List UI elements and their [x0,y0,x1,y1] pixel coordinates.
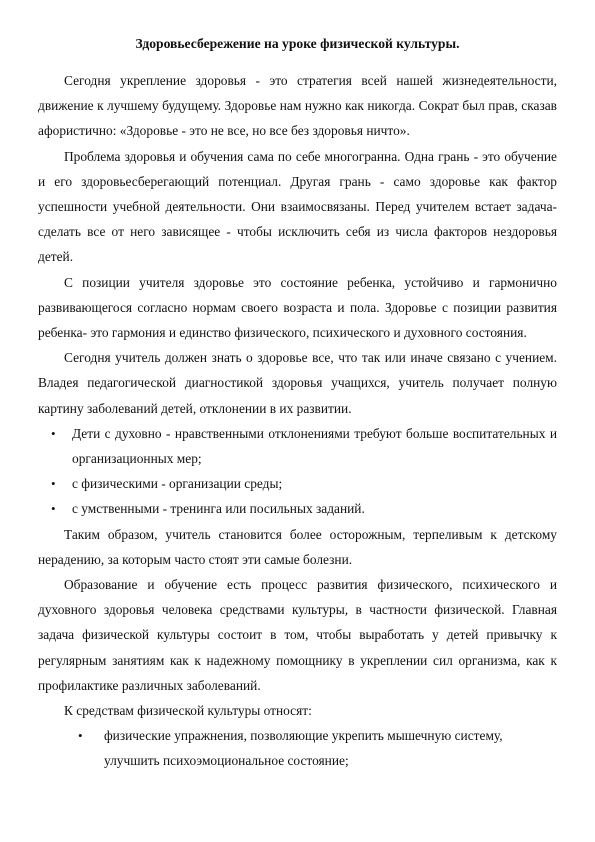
paragraph: Сегодня укрепление здоровья - это стратегия всей нашей жизнедеятельности, движение к лучшему будущему. Здоровье нам нужно как никогда. Сократ был прав, сказав афористично: «Здоровье - это не все, но все без здоровья ничто». [38,73,557,139]
list-item [38,471,557,496]
list-item [38,723,557,773]
list-item-text: Дети с духовно - нравственными отклонениями требуют больше воспитательных и организационных мер; [72,425,557,467]
list-item-text: с умственными - тренинга или посильных заданий. [72,501,365,517]
bullet-list [38,421,557,522]
bullet-icon: • [51,476,56,492]
paragraph: С позиции учителя здоровье это состояние ребенка, устойчиво и гармонично развивающегося согласно нормам своего возраста и пола. Здоровье с позиции развития ребенка- это гармония и единство физического, психического и духовного состояния. [38,274,557,341]
bullet-icon: • [78,728,83,744]
paragraph: Таким образом, учитель становится более осторожным, терпеливым к детскому нерадению, за которым часто стоят эти самые болезни. [38,526,557,567]
list-item [38,496,557,521]
bullet-list [38,723,557,773]
paragraph: Проблема здоровья и обучения сама по себе многогранна. Одна грань - это обучение и его здоровьесберегающий потенциал. Другая грань - само здоровье как фактор успешности учебной деятельности. Они взаимосвязаны. Перед учителем встает задача-сделать все от него зависящее - чтобы исключить себя из числа факторов нездоровья детей. [38,148,557,265]
bullet-icon: • [51,425,56,441]
list-item [38,421,557,471]
paragraph: Сегодня учитель должен знать о здоровье все, что так или иначе связано с учением. Владея педагогической диагностикой здоровья учащихся, учитель получает полную картину заболеваний детей, отклонении в их развитии. [38,350,557,416]
paragraph: К средствам физической культуры относят: [64,703,312,719]
document-page [38,28,557,774]
document-title: Здоровьесбережение на уроке физической культуры. [135,36,460,51]
list-item-text: физические упражнения, позволяющие укрепить мышечную систему, улучшить психоэмоциональное состояние; [104,728,503,769]
bullet-icon: • [51,501,56,517]
list-item-text: с физическими - организации среды; [72,476,283,492]
paragraph: Образование и обучение есть процесс развития физического, психического и духовного здоровья человека средствами культуры, в частности физической. Главная задача физической культуры состоит в том, чтобы выработать у детей привычку к регулярным занятиям как к надежному помощнику в укреплении сил организма, как к профилактике различных заболеваний. [38,577,557,693]
